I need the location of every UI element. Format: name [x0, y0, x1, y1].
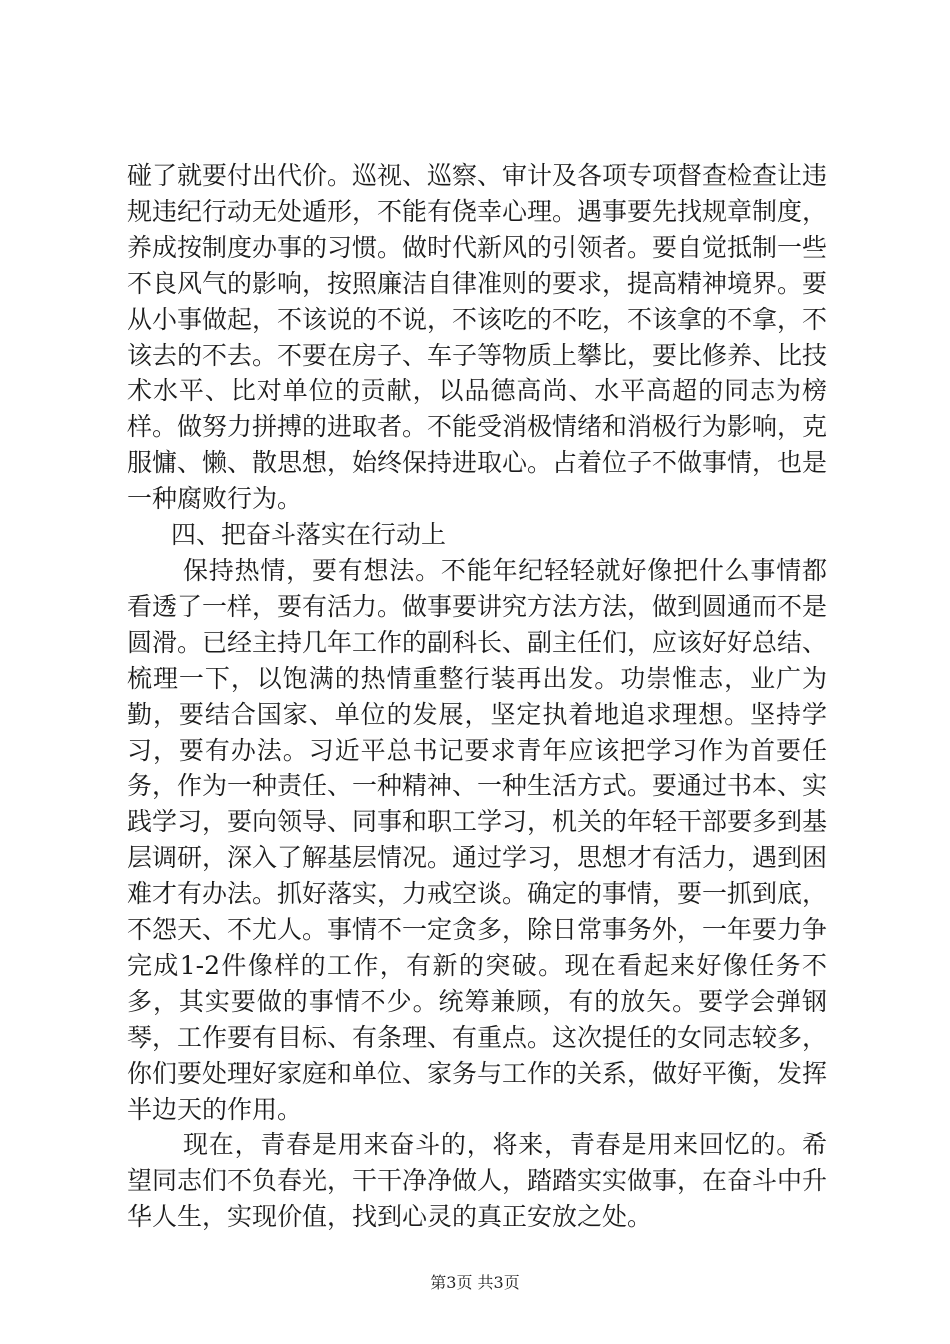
- paragraph-closing: 现在，青春是用来奋斗的，将来，青春是用来回忆的。希望同志们不负春光，干干净净做人，踏踏实实做事，在奋斗中升华人生，实现价值，找到心灵的真正安放之处。: [127, 1130, 828, 1232]
- section-heading: 四、把奋斗落实在行动上: [171, 520, 447, 550]
- page-number: 第3页 共3页: [430, 1273, 520, 1292]
- paragraph-action: 保持热情，要有想法。不能年纪轻轻就好像把什么事情都看透了一样，要有活力。做事要讲究方法方法，做到圆通而不是圆滑。已经主持几年工作的副科长、副主任们，应该好好总结、梳理一下，以饱满的热情重整行装再出发。功崇惟志，业广为勤，要结合国家、单位的发展，坚定执着地追求理想。坚持学习，要有办法。习近平总书记要求青年应该把学习作为首要任务，作为一种责任、一种精神、一种生活方式。要通过书本、实践学习，要向领导、同事和职工学习，机关的年轻干部要多到基层调研，深入了解基层情况。通过学习，思想才有活力，遇到困难才有办法。抓好落实，力戒空谈。确定的事情，要一抓到底，不怨天、不尤人。事情不一定贪多，除日常事务外，一年要力争完成1-2件像样的工作，有新的突破。现在看起来好像任务不多，其实要做的事情不少。统筹兼顾，有的放矢。要学会弹钢琴，工作要有目标、有条理、有重点。这次提任的女同志较多，你们要处理好家庭和单位、家务与工作的关系，做好平衡，发挥半边天的作用。: [127, 555, 828, 1124]
- document-body: [127, 158, 827, 1235]
- paragraph-continued: 碰了就要付出代价。巡视、巡察、审计及各项专项督查检查让违规违纪行动无处遁形，不能有侥幸心理。遇事要先找规章制度，养成按制度办事的习惯。做时代新风的引领者。要自觉抵制一些不良风气的影响，按照廉洁自律准则的要求，提高精神境界。要从小事做起，不该说的不说，不该吃的不吃，不该拿的不拿，不该去的不去。不要在房子、车子等物质上攀比，要比修养、比技术水平、比对单位的贡献，以品德高尚、水平高超的同志为榜样。做努力拼搏的进取者。不能受消极情绪和消极行为影响，克服慵、懒、散思想，始终保持进取心。占着位子不做事情，也是一种腐败行为。: [127, 161, 828, 514]
